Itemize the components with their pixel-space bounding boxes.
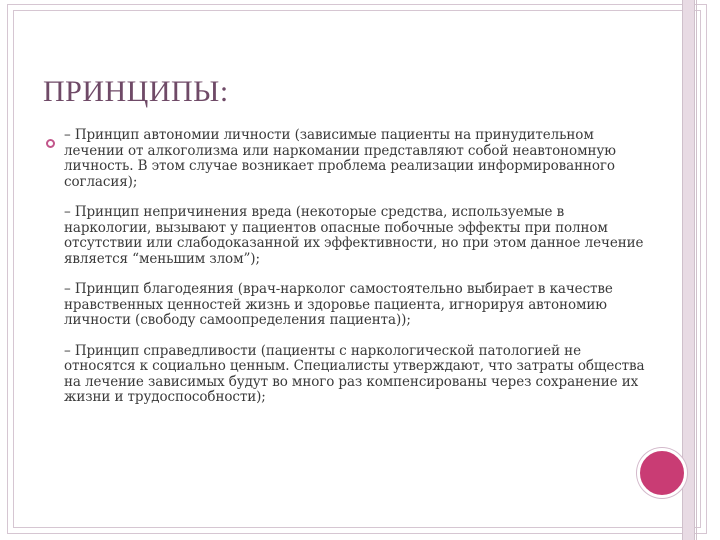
- principles-list: [64, 128, 654, 421]
- hollow-circle-bullet-icon: [46, 139, 55, 148]
- principle-justice: – Принцип справедливости (пациенты с наркологической патологией не относятся к социально ценным. Специалисты утверждают, что затраты общества на лечение зависимых будут во много раз компенсированы через сохранение их жизни и трудоспособности);: [64, 342, 645, 405]
- side-decorative-line: [696, 0, 697, 540]
- slide-title: ПРИНЦИПЫ:: [43, 75, 229, 108]
- side-decorative-band: [682, 0, 695, 540]
- decorative-accent-circle: [637, 448, 687, 498]
- principle-beneficence: – Принцип благодеяния (врач-нарколог самостоятельно выбирает в качестве нравственных ценностей жизнь и здоровье пациента, игнорируя автономию личности (свободу самоопределения пациента));: [64, 281, 613, 328]
- principle-non-maleficence: – Принцип непричинения вреда (некоторые средства, используемые в наркологии, вызывают у пациентов опасные побочные эффекты при полном отсутствии или слабодоказанной их эффективности, но при этом данное лечение является “меньшим злом”);: [64, 204, 644, 267]
- principle-autonomy: – Принцип автономии личности (зависимые пациенты на принудительном лечении от алкоголизма или наркомании представляют собой неавтономную личность. В этом случае возникает проблема реализации информированного согласия);: [64, 127, 616, 190]
